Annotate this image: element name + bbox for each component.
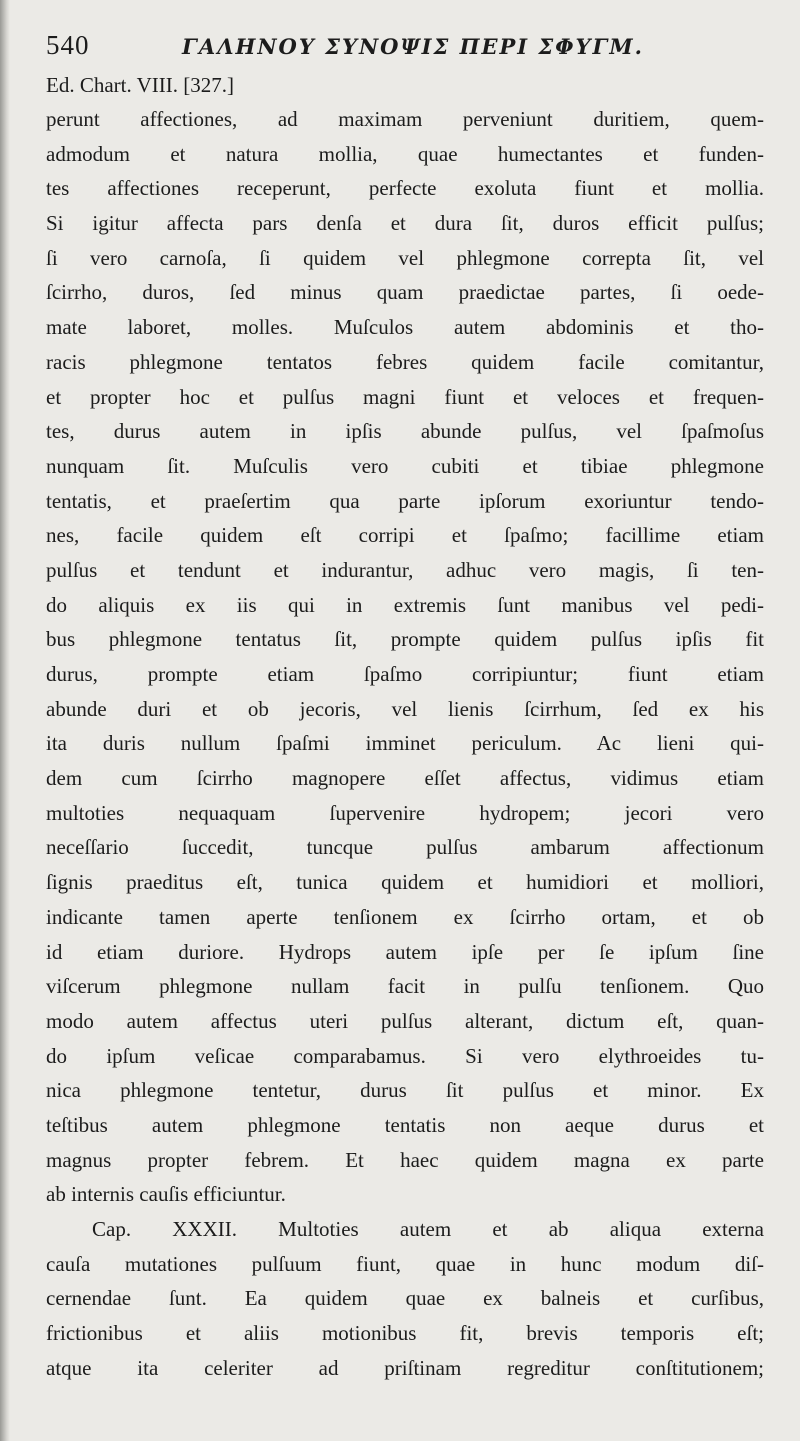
text-line: et propter hoc et pulſus magni fiunt et veloces et frequen- (46, 384, 764, 409)
text-line: nica phlegmone tentetur, durus ſit pulſus et minor. Ex (46, 1078, 764, 1103)
text-line: Cap. XXXII. Multoties autem et ab aliqua externa (92, 1217, 764, 1241)
text-line: ita duris nullum ſpaſmi imminet periculum. Ac lieni qui- (46, 731, 764, 756)
paragraph-1 (46, 102, 764, 1212)
text-line: multoties nequaquam ſupervenire hydropem; jecori vero (46, 800, 764, 825)
text-line: id etiam duriore. Hydrops autem ipſe per ſe ipſum ſine (46, 939, 764, 964)
text-line: do ipſum veſicae comparabamus. Si vero elythroeides tu- (46, 1043, 764, 1068)
text-line: magnus propter febrem. Et haec quidem magna ex parte (46, 1147, 764, 1172)
text-line: tes, durus autem in ipſis abunde pulſus, vel ſpaſmoſus (46, 419, 764, 444)
text-line: perunt affectiones, ad maximam perveniunt duritiem, quem- (46, 107, 764, 131)
text-line: ſcirrho, duros, ſed minus quam praedictae partes, ſi oede- (46, 280, 764, 305)
text-line: modo autem affectus uteri pulſus alterant, dictum eſt, quan- (46, 1008, 764, 1033)
text-line: nunquam ſit. Muſculis vero cubiti et tibiae phlegmone (46, 453, 764, 478)
text-line: nes, facile quidem eſt corripi et ſpaſmo; facillime etiam (46, 523, 764, 548)
text-line: racis phlegmone tentatos febres quidem facile comitantur, (46, 349, 764, 374)
text-line: viſcerum phlegmone nullam facit in pulſu tenſionem. Quo (46, 974, 764, 999)
page-edge-shadow (0, 0, 10, 1441)
text-line: tes affectiones receperunt, perfecte exoluta fiunt et mollia. (46, 176, 764, 201)
running-head (46, 26, 764, 66)
text-line: ab internis cauſis efficiuntur. (46, 1182, 286, 1207)
text-line: cernendae ſunt. Ea quidem quae ex balneis et curſibus, (46, 1286, 764, 1311)
edition-reference: Ed. Chart. VIII. [327.] (46, 73, 234, 97)
text-line: Si igitur affecta pars denſa et dura ſit, duros efficit pulſus; (46, 211, 764, 236)
text-line: ſi vero carnoſa, ſi quidem vel phlegmone correpta ſit, vel (46, 245, 764, 270)
text-line: teſtibus autem phlegmone tentatis non aeque durus et (46, 1112, 764, 1137)
text-line: admodum et natura mollia, quae humectantes et funden- (46, 141, 764, 166)
text-line: mate laboret, molles. Muſculos autem abdominis et tho- (46, 315, 764, 340)
text-line: cauſa mutationes pulſuum fiunt, quae in hunc modum diſ- (46, 1251, 764, 1276)
page-number: 540 (46, 30, 90, 60)
running-title: ΓΑΛΗΝΟΥ ΣΥΝΟΨΙΣ ΠΕΡΙ ΣΦΥΓΜ. (182, 34, 644, 59)
text-line: atque ita celeriter ad priſtinam regreditur conſtitutionem; (46, 1355, 764, 1380)
text-line: indicante tamen aperte tenſionem ex ſcirrho ortam, et ob (46, 904, 764, 929)
text-line: durus, prompte etiam ſpaſmo corripiuntur; fiunt etiam (46, 662, 764, 686)
text-line: neceſſario ſuccedit, tuncque pulſus ambarum affectionum (46, 835, 764, 860)
text-line: dem cum ſcirrho magnopere eſſet affectus, vidimus etiam (46, 766, 764, 791)
text-line: pulſus et tendunt et indurantur, adhuc vero magis, ſi ten- (46, 557, 764, 582)
text-line: frictionibus et aliis motionibus fit, brevis temporis eſt; (46, 1321, 764, 1346)
text-line: tentatis, et praeſertim qua parte ipſorum exoriuntur tendo- (46, 488, 764, 513)
body-text (46, 102, 764, 1385)
text-line: bus phlegmone tentatus ſit, prompte quidem pulſus ipſis fit (46, 627, 764, 652)
paragraph-2-chapter-xxxii (46, 1212, 764, 1385)
text-line: abunde duri et ob jecoris, vel lienis ſcirrhum, ſed ex his (46, 696, 764, 721)
text-line: ſignis praeditus eſt, tunica quidem et humidiori et molliori, (46, 870, 764, 895)
text-line: do aliquis ex iis qui in extremis ſunt manibus vel pedi- (46, 592, 764, 617)
